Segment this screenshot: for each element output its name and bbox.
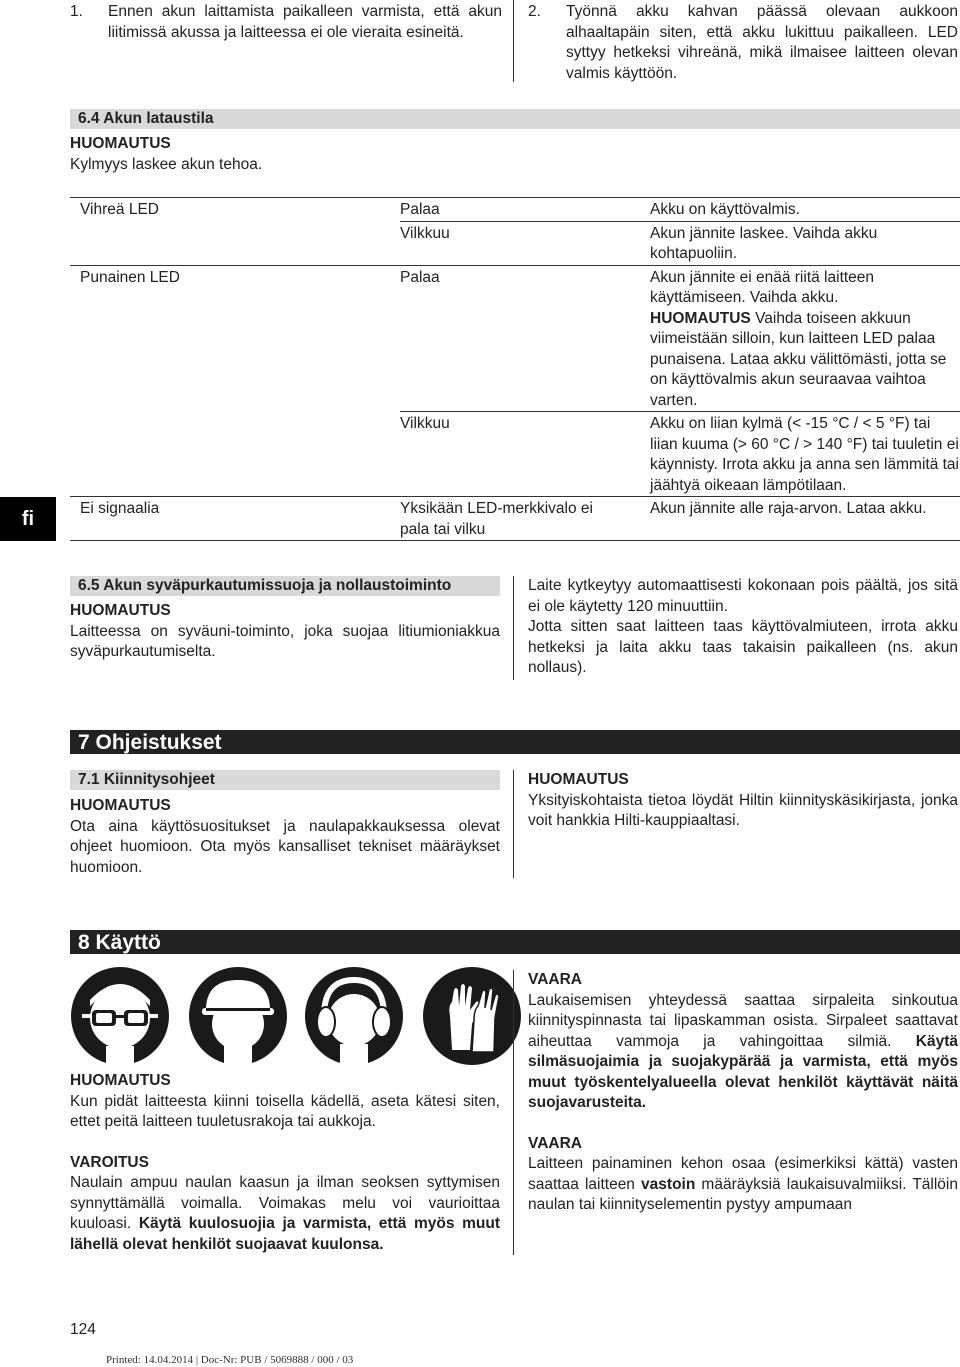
led-status-table [70, 197, 960, 541]
chapter-8-danger2-bold: vastoin [641, 1175, 696, 1193]
section-6-5-title: 6.5 Akun syväpurkautumissuoja ja nollaustoiminto [70, 576, 500, 596]
state-cell: Yksikään LED-merkkivalo ei pala tai vilku [400, 497, 650, 541]
chapter-8-warning [70, 1173, 500, 1255]
led-cell [70, 221, 400, 265]
meaning-note-label: HUOMAUTUS [650, 309, 751, 327]
chapter-8-note-text: Kun pidät laitteesta kiinni toisella kädellä, aseta kätesi siten, ettet peitä laitteen tuuletusrakoja tai aukkoja. [70, 1092, 500, 1130]
section-6-5-right-p2: Jotta sitten saat laitteen taas käyttövalmiuteen, irrota akku hetkeksi ja laita akku taas takaisin paikalleen (ns. akun nollaus). [528, 618, 958, 676]
state-cell: Vilkkuu [400, 412, 650, 497]
top-list-left [70, 2, 502, 43]
list-item [528, 2, 958, 84]
chapter-8-danger1-label: VAARA [528, 971, 582, 988]
list-text: Ennen akun laittamista paikalleen varmista, että akun liitimissä akussa ja laitteessa ei ole vieraita esineitä. [108, 3, 502, 41]
led-cell [70, 412, 400, 497]
chapter-8-danger2-post: määräyksiä laukaisuvalmiiksi. Tällöin naulan tai kiinnityselementin pystyy ampumaan [528, 1175, 958, 1213]
chapter-8-danger2 [528, 1154, 958, 1216]
chapter-8-right [528, 970, 958, 1216]
chapter-8-note-label: HUOMAUTUS [70, 1072, 171, 1089]
safety-glasses-icon [70, 966, 170, 1066]
chapter-7-heading [70, 730, 960, 754]
table-row [70, 198, 960, 222]
meaning-cell: Akku on käyttövalmis. [650, 198, 960, 222]
section-6-5-right-p1: Laite kytkeytyy automaattisesti kokonaan pois päältä, jos sitä ei ole käytetty 120 minuuttiin. [528, 577, 958, 615]
section-6-4-note-label: HUOMAUTUS [70, 135, 171, 152]
meaning-cell: Akku on liian kylmä (< -15 °C / < 5 °F) tai liian kuuma (> 60 °C / > 140 °F) tai tuuletin ei käynnisty. Irrota akku ja anna sen lämmitä tai jäähtyä oikeaan lämpötilaan. [650, 412, 960, 497]
led-cell: Punainen LED [70, 265, 400, 412]
chapter-8-title: 8 Käyttö [78, 931, 161, 954]
list-number: 1. [70, 3, 83, 20]
chapter-7-title: 7 Ohjeistukset [78, 731, 222, 754]
section-7-1-left [70, 796, 500, 878]
chapter-8-left [70, 1071, 500, 1255]
meaning-cell [650, 265, 960, 412]
meaning-cell: Akun jännite alle raja-arvon. Lataa akku. [650, 497, 960, 541]
column-divider [513, 0, 514, 82]
column-divider [513, 770, 514, 878]
section-6-5-note-text: Laitteessa on syväuni-toiminto, joka suojaa litiumioniakkua syväpurkautumiselta. [70, 622, 500, 660]
meaning-text: Akun jännite ei enää riitä laitteen käyttämiseen. Vaihda akku. [650, 268, 875, 306]
section-6-5-left [70, 601, 500, 663]
chapter-8-danger1-text: Laukaisemisen yhteydessä saattaa sirpaleita sinkoutua kiinnityspinnasta tai lipaskamman osista. Sirpaleet saattavat aiheuttaa vammoja ja vahingoittaa silmiä. [528, 991, 958, 1050]
top-list-right [528, 2, 958, 84]
section-6-5-right [528, 576, 958, 679]
chapter-8-warning-bold: Käytä kuulosuojia ja varmista, että myös muut lähellä olevat henkilöt suojaavat kuulonsa. [70, 1215, 500, 1253]
column-divider [513, 576, 514, 680]
language-tab: fi [0, 497, 56, 541]
chapter-8-danger1-bold: Käytä silmäsuojaimia ja suojakypärää ja varmista, että myös muut työskentelyalueella olevat henkilöt käyttävät näitä suojavarusteita. [528, 1032, 958, 1111]
ppe-icons [70, 966, 500, 1066]
section-6-5-note-label: HUOMAUTUS [70, 602, 171, 619]
state-cell: Palaa [400, 198, 650, 222]
protective-gloves-icon [422, 966, 522, 1066]
state-cell: Vilkkuu [400, 221, 650, 265]
chapter-8-danger1 [528, 991, 958, 1114]
table-row [70, 221, 960, 265]
list-number: 2. [528, 3, 541, 20]
list-text: Työnnä akku kahvan päässä olevaan aukkoon alhaaltapäin siten, että akku lukittuu paikalleen. LED syttyy hetkeksi vihreänä, mikä ilmaisee laitteen olevan valmis käyttöön. [566, 3, 958, 82]
meaning-note-text: Vaihda toiseen akkuun viimeistään silloin, kun laitteen LED palaa punaisena. Lataa akku välittömästi, jotta se on käyttövalmis akun seuraavaa vaihtoa varten. [650, 309, 947, 409]
chapter-8-heading [70, 930, 960, 954]
section-7-1-right-label: HUOMAUTUS [528, 771, 629, 788]
chapter-8-danger2-pre: Laitteen painaminen kehon osaa (esimerkiksi kättä) vasten saattaa laitteen [528, 1155, 958, 1193]
list-item [70, 2, 502, 43]
table-row [70, 412, 960, 497]
section-6-4-note-text: Kylmyys laskee akun tehoa. [70, 156, 263, 173]
section-7-1-title: 7.1 Kiinnitysohjeet [70, 770, 500, 790]
section-7-1-right [528, 770, 958, 832]
led-cell: Vihreä LED [70, 198, 400, 222]
chapter-8-warning-text: Naulain ampuu naulan kaasun ja ilman seoksen syttymisen synnyttämällä voimalla. Voimakas melu voi vaurioittaa kuuloasi. [70, 1174, 500, 1232]
chapter-8-danger2-label: VAARA [528, 1134, 582, 1152]
hard-hat-icon [188, 966, 288, 1066]
section-7-1-note-text: Ota aina käyttösuositukset ja naulapakkauksessa olevat ohjeet huomioon. Ota myös kansalliset tekniset määräykset huomioon. [70, 817, 500, 876]
print-info: Printed: 14.04.2014 | Doc-Nr: PUB / 5069888 / 000 / 03 [106, 1354, 354, 1366]
chapter-8-warning-label: VAROITUS [70, 1153, 149, 1171]
table-row [70, 497, 960, 541]
table-row [70, 265, 960, 412]
page-number: 124 [70, 1321, 96, 1338]
led-cell: Ei signaalia [70, 497, 400, 541]
section-7-1-right-text: Yksityiskohtaista tietoa löydät Hiltin kiinnityskäsikirjasta, jonka voit hankkia Hilti-kauppiaaltasi. [528, 791, 958, 829]
section-6-4-title: 6.4 Akun lataustila [70, 109, 960, 129]
column-divider [513, 970, 514, 1255]
state-cell: Palaa [400, 265, 650, 412]
meaning-cell: Akun jännite laskee. Vaihda akku kohtapuoliin. [650, 221, 960, 265]
ear-protection-icon [304, 966, 404, 1066]
section-7-1-note-label: HUOMAUTUS [70, 797, 171, 814]
